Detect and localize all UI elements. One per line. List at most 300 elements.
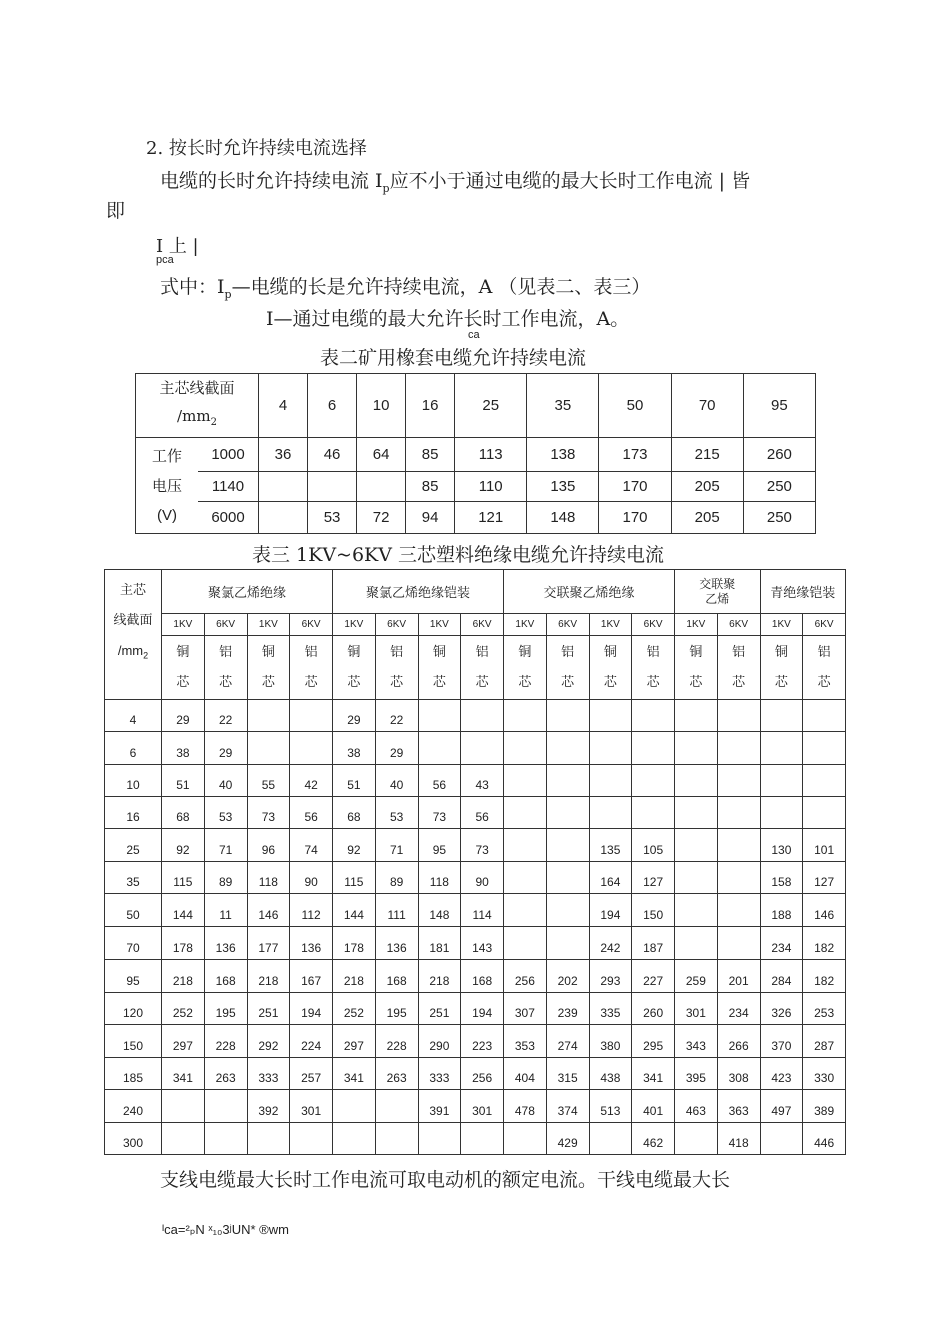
value-cell: 462 [632, 1123, 675, 1155]
value-cell [717, 765, 760, 797]
value-cell: 234 [717, 993, 760, 1025]
value-cell: 181 [418, 927, 461, 960]
value-cell: 284 [760, 960, 803, 993]
value-cell: 73 [461, 829, 504, 862]
value-cell [589, 1123, 632, 1155]
unit-exponent: 2 [210, 417, 217, 428]
value-cell [760, 700, 803, 732]
core-material: 铝 [304, 644, 318, 660]
value-cell: 38 [333, 732, 376, 765]
voltage-header: 1KV [162, 614, 205, 636]
value-cell [760, 797, 803, 829]
value-cell: 64 [357, 438, 406, 472]
value-cell [589, 700, 632, 732]
value-cell: 251 [418, 993, 461, 1025]
value-cell: 195 [375, 993, 418, 1025]
value-cell [461, 1123, 504, 1155]
value-cell [717, 927, 760, 960]
value-cell [675, 700, 718, 732]
table3-row-label [105, 570, 162, 700]
value-cell [162, 1090, 205, 1123]
value-cell: 513 [589, 1090, 632, 1123]
value-cell [418, 1123, 461, 1155]
size-cell: 25 [455, 374, 527, 438]
value-cell: 127 [632, 862, 675, 894]
value-cell [589, 797, 632, 829]
value-cell: 43 [461, 765, 504, 797]
value-cell: 29 [375, 732, 418, 765]
value-cell: 158 [760, 862, 803, 894]
value-cell: 127 [803, 862, 846, 894]
value-cell: 341 [632, 1058, 675, 1090]
value-cell: 121 [455, 502, 527, 534]
value-cell: 333 [247, 1058, 290, 1090]
value-cell: 195 [204, 993, 247, 1025]
table-row [136, 472, 816, 502]
value-cell: 29 [162, 700, 205, 732]
table-row [105, 1025, 846, 1058]
core-suffix: 芯 [347, 674, 361, 690]
value-cell [204, 1090, 247, 1123]
core-header [375, 636, 418, 700]
value-cell: 105 [632, 829, 675, 862]
value-cell: 389 [803, 1090, 846, 1123]
value-cell: 85 [406, 438, 455, 472]
core-header [675, 636, 718, 700]
voltage-header: 6KV [375, 614, 418, 636]
value-cell [290, 700, 333, 732]
value-cell: 111 [375, 894, 418, 927]
value-cell: 53 [204, 797, 247, 829]
value-cell: 74 [290, 829, 333, 862]
value-cell [375, 1123, 418, 1155]
value-cell [504, 765, 547, 797]
value-cell: 168 [204, 960, 247, 993]
value-cell: 293 [589, 960, 632, 993]
table-row [105, 894, 846, 927]
value-cell [504, 894, 547, 927]
value-cell: 401 [632, 1090, 675, 1123]
voltage-label-3: (V) [157, 506, 177, 524]
value-cell [357, 472, 406, 502]
voltage-header: 6KV [290, 614, 333, 636]
value-cell: 55 [247, 765, 290, 797]
value-cell [461, 732, 504, 765]
voltage-header: 1KV [760, 614, 803, 636]
core-header [162, 636, 205, 700]
group-header: 交联聚乙烯绝缘 [504, 570, 675, 614]
value-cell: 429 [546, 1123, 589, 1155]
table-row [105, 1090, 846, 1123]
core-suffix: 芯 [518, 674, 532, 690]
value-cell: 297 [333, 1025, 376, 1058]
value-cell: 252 [162, 993, 205, 1025]
value-cell [589, 732, 632, 765]
value-cell: 29 [333, 700, 376, 732]
value-cell: 253 [803, 993, 846, 1025]
definition-text: —电缆的长是允许持续电流，A （见表二、表三） [231, 276, 651, 298]
value-cell: 224 [290, 1025, 333, 1058]
row-label-2: 线截面 [113, 613, 153, 628]
core-material: 铝 [561, 644, 575, 660]
header-label-line2 [177, 407, 217, 428]
table-row [105, 960, 846, 993]
voltage-header: 6KV [461, 614, 504, 636]
value-cell: 330 [803, 1058, 846, 1090]
core-suffix: 芯 [475, 674, 489, 690]
value-cell: 168 [375, 960, 418, 993]
value-cell: 218 [418, 960, 461, 993]
value-cell: 110 [455, 472, 527, 502]
value-cell: 22 [204, 700, 247, 732]
table2-header-label [136, 374, 259, 438]
value-cell [632, 765, 675, 797]
size-cell: 50 [599, 374, 671, 438]
value-cell: 341 [162, 1058, 205, 1090]
value-cell [589, 765, 632, 797]
value-cell: 114 [461, 894, 504, 927]
value-cell: 167 [290, 960, 333, 993]
row-label-1: 主芯 [119, 583, 146, 598]
core-suffix: 芯 [603, 674, 617, 690]
size-cell: 240 [105, 1090, 162, 1123]
voltage-header: 6KV [632, 614, 675, 636]
value-cell: 307 [504, 993, 547, 1025]
value-cell: 205 [671, 472, 743, 502]
value-cell [546, 797, 589, 829]
value-cell [803, 732, 846, 765]
value-cell [717, 862, 760, 894]
value-cell [418, 732, 461, 765]
value-cell: 51 [162, 765, 205, 797]
value-cell: 56 [418, 765, 461, 797]
value-cell: 178 [333, 927, 376, 960]
value-cell [717, 797, 760, 829]
value-cell: 260 [632, 993, 675, 1025]
size-cell: 150 [105, 1025, 162, 1058]
value-cell [717, 894, 760, 927]
value-cell: 136 [204, 927, 247, 960]
table-row [136, 502, 816, 534]
group-header: 聚氯乙烯绝缘 [162, 570, 333, 614]
header-label-line1: 主芯线截面 [159, 379, 235, 397]
value-cell: 144 [333, 894, 376, 927]
core-header [632, 636, 675, 700]
value-cell [247, 700, 290, 732]
value-cell [504, 732, 547, 765]
value-cell: 250 [743, 502, 815, 534]
value-cell: 201 [717, 960, 760, 993]
core-header [204, 636, 247, 700]
value-cell [259, 502, 308, 534]
value-cell: 170 [599, 502, 671, 534]
value-cell: 29 [204, 732, 247, 765]
value-cell: 290 [418, 1025, 461, 1058]
paragraph-text: 电缆的长时允许持续电流 I [160, 170, 383, 192]
value-cell [204, 1123, 247, 1155]
value-cell: 463 [675, 1090, 718, 1123]
value-cell: 148 [418, 894, 461, 927]
value-cell: 266 [717, 1025, 760, 1058]
voltage-header: 6KV [717, 614, 760, 636]
value-cell: 146 [803, 894, 846, 927]
value-cell [717, 732, 760, 765]
value-cell: 89 [375, 862, 418, 894]
core-suffix: 芯 [774, 674, 788, 690]
value-cell: 341 [333, 1058, 376, 1090]
value-cell: 138 [527, 438, 599, 472]
value-cell: 205 [671, 502, 743, 534]
value-cell [632, 732, 675, 765]
row-label-3 [105, 636, 161, 671]
value-cell: 178 [162, 927, 205, 960]
subscript: p [224, 287, 232, 301]
voltage-header: 1KV [247, 614, 290, 636]
size-cell: 70 [671, 374, 743, 438]
value-cell: 287 [803, 1025, 846, 1058]
value-cell [504, 862, 547, 894]
table-row [105, 829, 846, 862]
value-cell: 95 [418, 829, 461, 862]
value-cell [546, 862, 589, 894]
value-cell: 218 [162, 960, 205, 993]
value-cell: 423 [760, 1058, 803, 1090]
table-row [105, 797, 846, 829]
core-header [760, 636, 803, 700]
value-cell: 343 [675, 1025, 718, 1058]
size-cell: 35 [105, 862, 162, 894]
core-suffix: 芯 [304, 674, 318, 690]
footer-formula: ᴵca=²ₚN ˣ₁₀3ʲUN* ®wm [162, 1222, 289, 1237]
value-cell: 135 [589, 829, 632, 862]
value-cell: 85 [406, 472, 455, 502]
value-cell: 215 [671, 438, 743, 472]
value-cell [675, 1123, 718, 1155]
value-cell: 168 [461, 960, 504, 993]
core-material: 铝 [219, 644, 233, 660]
value-cell [675, 862, 718, 894]
core-suffix: 芯 [561, 674, 575, 690]
value-cell: 301 [461, 1090, 504, 1123]
voltage-header: 6KV [204, 614, 247, 636]
value-cell [504, 1123, 547, 1155]
value-cell [760, 732, 803, 765]
formula-subscript: pca [156, 254, 174, 266]
value-cell: 202 [546, 960, 589, 993]
table3 [104, 569, 846, 1155]
voltage-header-row [105, 614, 846, 636]
group-header: 交联聚 乙烯 [675, 570, 761, 614]
core-material: 铝 [732, 644, 746, 660]
value-cell: 53 [375, 797, 418, 829]
group-header: 青绝缘铠装 [760, 570, 846, 614]
value-cell: 73 [418, 797, 461, 829]
value-cell: 22 [375, 700, 418, 732]
size-cell: 95 [105, 960, 162, 993]
table-row [136, 438, 816, 472]
value-cell: 40 [204, 765, 247, 797]
value-cell: 89 [204, 862, 247, 894]
value-cell: 177 [247, 927, 290, 960]
table-row [105, 993, 846, 1025]
size-cell: 6 [308, 374, 357, 438]
value-cell: 68 [333, 797, 376, 829]
value-cell: 173 [599, 438, 671, 472]
value-cell: 370 [760, 1025, 803, 1058]
value-cell: 263 [204, 1058, 247, 1090]
size-cell: 10 [357, 374, 406, 438]
value-cell [290, 1123, 333, 1155]
value-cell [546, 927, 589, 960]
value-cell [504, 700, 547, 732]
value-cell: 144 [162, 894, 205, 927]
definition-subscript: ca [468, 329, 480, 341]
formula: I 上 | [156, 236, 199, 257]
value-cell: 446 [803, 1123, 846, 1155]
value-cell: 418 [717, 1123, 760, 1155]
value-cell [333, 1123, 376, 1155]
paragraph-line-2: 即 [106, 200, 126, 222]
value-cell: 380 [589, 1025, 632, 1058]
value-cell: 478 [504, 1090, 547, 1123]
voltage-header: 1KV [333, 614, 376, 636]
value-cell: 118 [247, 862, 290, 894]
value-cell: 187 [632, 927, 675, 960]
core-header [546, 636, 589, 700]
table-row [105, 700, 846, 732]
voltage-label-2: 电压 [151, 476, 182, 495]
value-cell: 497 [760, 1090, 803, 1123]
core-material: 铜 [261, 644, 275, 660]
value-cell [675, 797, 718, 829]
value-cell: 363 [717, 1090, 760, 1123]
value-cell: 71 [204, 829, 247, 862]
value-cell: 301 [675, 993, 718, 1025]
size-cell: 35 [527, 374, 599, 438]
value-cell: 118 [418, 862, 461, 894]
value-cell: 297 [162, 1025, 205, 1058]
size-cell: 300 [105, 1123, 162, 1155]
core-material: 铝 [817, 644, 831, 660]
value-cell: 252 [333, 993, 376, 1025]
value-cell: 112 [290, 894, 333, 927]
core-header [589, 636, 632, 700]
value-cell: 71 [375, 829, 418, 862]
value-cell: 395 [675, 1058, 718, 1090]
definition-prefix: 式中：I [160, 276, 225, 298]
core-suffix: 芯 [261, 674, 275, 690]
value-cell: 136 [375, 927, 418, 960]
core-material: 铜 [432, 644, 446, 660]
value-cell: 239 [546, 993, 589, 1025]
value-cell: 227 [632, 960, 675, 993]
value-cell: 353 [504, 1025, 547, 1058]
value-cell: 68 [162, 797, 205, 829]
value-cell [675, 732, 718, 765]
value-cell [803, 700, 846, 732]
core-suffix: 芯 [390, 674, 404, 690]
definition-line-1 [160, 272, 650, 301]
core-material: 铜 [689, 644, 703, 660]
value-cell: 42 [290, 765, 333, 797]
value-cell: 315 [546, 1058, 589, 1090]
core-header [290, 636, 333, 700]
voltage-header: 1KV [589, 614, 632, 636]
value-cell: 72 [357, 502, 406, 534]
value-cell: 335 [589, 993, 632, 1025]
core-header-row [105, 636, 846, 700]
value-cell: 260 [743, 438, 815, 472]
value-cell: 115 [333, 862, 376, 894]
value-cell: 164 [589, 862, 632, 894]
core-material: 铝 [646, 644, 660, 660]
value-cell: 96 [247, 829, 290, 862]
paragraph-line-1 [160, 166, 750, 195]
value-cell: 242 [589, 927, 632, 960]
table-row [105, 862, 846, 894]
core-material: 铝 [390, 644, 404, 660]
value-cell [675, 829, 718, 862]
value-cell: 404 [504, 1058, 547, 1090]
value-cell: 301 [290, 1090, 333, 1123]
value-cell: 228 [375, 1025, 418, 1058]
footer-paragraph: 支线电缆最大长时工作电流可取电动机的额定电流。干线电缆最大长 [160, 1169, 731, 1191]
voltage-label-1: 工作 [151, 446, 182, 465]
core-suffix: 芯 [219, 674, 233, 690]
value-cell: 438 [589, 1058, 632, 1090]
value-cell: 36 [259, 438, 308, 472]
size-cell: 95 [743, 374, 815, 438]
value-cell: 38 [162, 732, 205, 765]
value-cell: 263 [375, 1058, 418, 1090]
table-row [105, 927, 846, 960]
value-cell [803, 765, 846, 797]
value-cell: 130 [760, 829, 803, 862]
core-material: 铝 [475, 644, 489, 660]
value-cell: 223 [461, 1025, 504, 1058]
core-header [504, 636, 547, 700]
value-cell [247, 732, 290, 765]
value-cell [461, 700, 504, 732]
value-cell: 326 [760, 993, 803, 1025]
value-cell: 11 [204, 894, 247, 927]
value-cell: 40 [375, 765, 418, 797]
value-cell: 333 [418, 1058, 461, 1090]
value-cell: 46 [308, 438, 357, 472]
definition-line-2: I—通过电缆的最大允许长时工作电流，A。 [266, 308, 630, 330]
value-cell: 257 [290, 1058, 333, 1090]
value-cell: 194 [290, 993, 333, 1025]
value-cell [546, 894, 589, 927]
value-cell: 391 [418, 1090, 461, 1123]
voltage-cell: 1140 [198, 472, 259, 502]
value-cell [259, 472, 308, 502]
value-cell: 90 [290, 862, 333, 894]
core-header [803, 636, 846, 700]
value-cell: 251 [247, 993, 290, 1025]
table-row [105, 1058, 846, 1090]
value-cell: 56 [461, 797, 504, 829]
value-cell: 182 [803, 927, 846, 960]
core-header [418, 636, 461, 700]
value-cell: 228 [204, 1025, 247, 1058]
core-suffix: 芯 [176, 674, 190, 690]
value-cell [803, 797, 846, 829]
value-cell: 194 [589, 894, 632, 927]
value-cell: 113 [455, 438, 527, 472]
value-cell: 56 [290, 797, 333, 829]
size-cell: 4 [259, 374, 308, 438]
